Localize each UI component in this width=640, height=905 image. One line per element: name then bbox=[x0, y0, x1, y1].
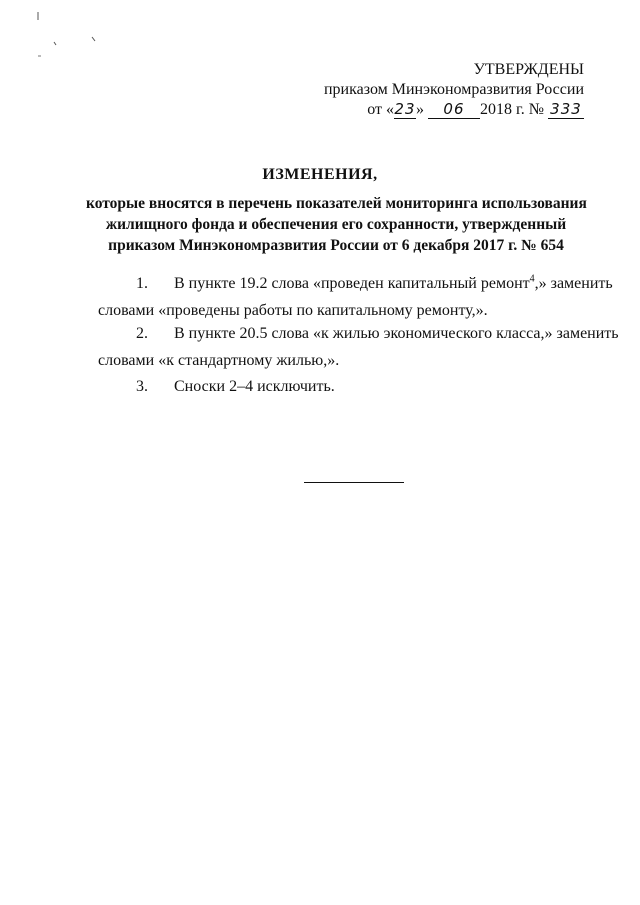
handwritten-number: 333 bbox=[550, 100, 582, 118]
number-field bbox=[548, 101, 584, 119]
footnote-ref: 4 bbox=[529, 273, 535, 285]
approval-date-line bbox=[284, 100, 584, 120]
closing-rule bbox=[304, 482, 404, 483]
handwritten-month: 06 bbox=[443, 100, 465, 118]
item-number: 2. bbox=[136, 325, 148, 342]
item-number: 1. bbox=[136, 275, 148, 292]
item-text-a: В пункте 19.2 слова «проведен капитальный ремонт bbox=[174, 275, 530, 292]
approval-heading: УТВЕРЖДЕНЫ bbox=[473, 61, 584, 78]
document-subtitle bbox=[86, 193, 586, 256]
subtitle-line: приказом Минэкономразвития России от 6 декабря 2017 г. № 654 bbox=[108, 237, 564, 254]
subtitle-line: которые вносятся в перечень показателей мониторинга использования bbox=[86, 195, 587, 212]
date-prefix: от « bbox=[367, 101, 394, 118]
handwritten-day: 23 bbox=[394, 100, 416, 118]
year-text: 2018 г. № bbox=[479, 101, 544, 118]
item-text-b: ,» заменить bbox=[534, 275, 613, 292]
item-continuation: словами «проведены работы по капитальному ремонту,». bbox=[98, 302, 488, 319]
item-text: В пункте 20.5 слова «к жилью экономического класса,» заменить bbox=[174, 325, 619, 342]
subtitle-line: жилищного фонда и обеспечения его сохранности, утвержденный bbox=[105, 216, 567, 233]
day-field bbox=[394, 101, 416, 119]
item-continuation: словами «к стандартному жилью,». bbox=[98, 352, 340, 369]
approval-order-line: приказом Минэкономразвития России bbox=[323, 81, 584, 98]
month-field bbox=[428, 101, 480, 119]
approval-block bbox=[284, 60, 584, 120]
item-text bbox=[174, 270, 613, 297]
document-title: ИЗМЕНЕНИЯ, bbox=[262, 166, 378, 183]
scan-marks bbox=[0, 0, 120, 80]
date-close-quote: » bbox=[415, 101, 424, 118]
item-text: Сноски 2–4 исключить. bbox=[174, 378, 335, 395]
item-number: 3. bbox=[136, 378, 148, 395]
